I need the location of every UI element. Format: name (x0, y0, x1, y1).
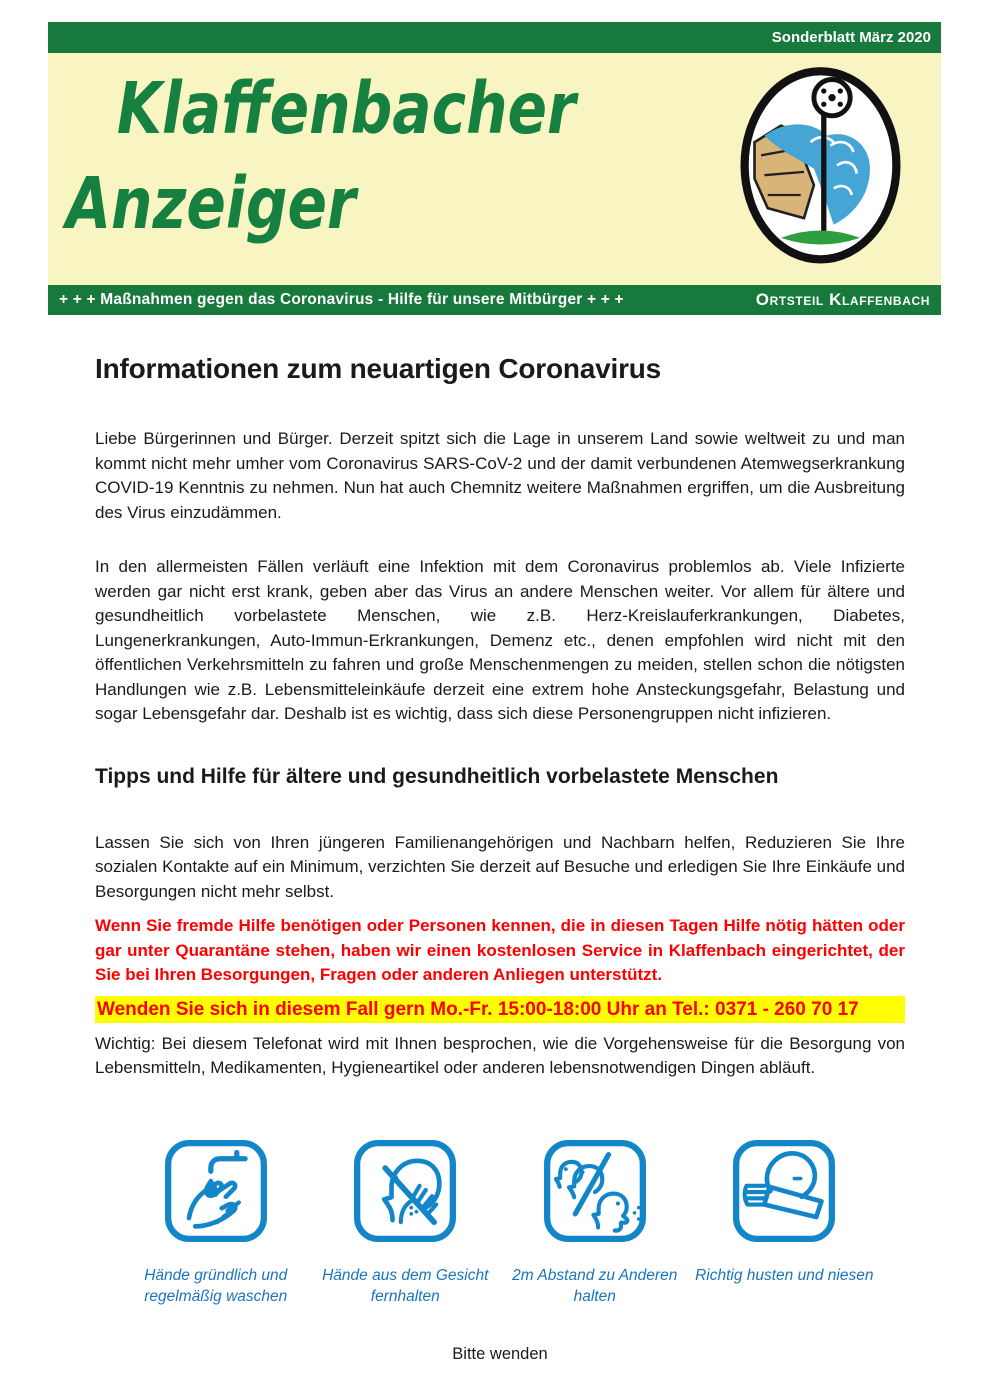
hands-off-face-icon (353, 1139, 457, 1243)
keep-distance-icon (543, 1139, 647, 1243)
ticker-text: + + + Maßnahmen gegen das Coronavirus - Hilfe für unsere Mitbürger + + + (59, 291, 624, 308)
hygiene-item-hands-off-face (311, 1139, 501, 1307)
wash-hands-caption: Hände gründlich und regelmäßig waschen (144, 1266, 288, 1305)
hygiene-item-cough-etiquette (690, 1139, 880, 1307)
turn-page-note: Bitte wenden (452, 1344, 548, 1363)
hands-off-face-caption: Hände aus dem Gesicht fernhalten (322, 1266, 489, 1305)
cough-etiquette-caption: Richtig husten und niesen (695, 1266, 874, 1284)
hygiene-icons-row (95, 1139, 905, 1307)
masthead-header (48, 53, 941, 285)
article-heading: Informationen zum neuartigen Coronavirus (95, 353, 662, 384)
issue-bar (48, 22, 941, 53)
paper-title-line2: Anzeiger (66, 162, 356, 245)
masthead (48, 22, 941, 315)
district-label: Ortsteil Klaffenbach (755, 290, 930, 309)
hotline-highlight: Wenden Sie sich in diesem Fall gern Mo.-Fr. 15:00-18:00 Uhr an Tel.: 0371 - 260 70 17 (95, 996, 905, 1023)
ticker-bar (48, 285, 941, 315)
wash-hands-icon (164, 1139, 268, 1243)
paragraph-help-service: Wenn Sie fremde Hilfe benötigen oder Personen kennen, die in diesen Tagen Hilfe nötig hätten oder gar unter Quarantäne stehen, haben wir einen kostenlosen Service in Klaffenbach eingerichtet, der Sie bei Ihren Besorgungen, Fragen oder anderen Anliegen unterstützt. (95, 916, 905, 984)
article-subheading: Tipps und Hilfe für ältere und gesundheitlich vorbelastete Menschen (95, 764, 779, 788)
issue-label: Sonderblatt März 2020 (771, 29, 931, 46)
cough-etiquette-icon (732, 1139, 836, 1243)
paragraph-intro: Liebe Bürgerinnen und Bürger. Derzeit spitzt sich die Lage in unserem Land sowie weltweit zu und man kommt nicht mehr umher vom Coronavirus SARS-CoV-2 und der damit verbundenen Atemwegserkrankung COVID-19 Kenntnis zu nehmen. Nun hat auch Chemnitz weitere Maßnahmen ergriffen, um die Ausbreitung des Virus einzudämmen. (95, 429, 905, 522)
paragraph-risk-groups: In den allermeisten Fällen verläuft eine Infektion mit dem Coronavirus problemlos ab. Viele Infizierte werden gar nicht erst krank, geben aber das Virus an andere Menschen weiter. Vor allem für ältere und gesundheitlich vorbelastete Menschen, wie z.B. Herz-Kreislauferkrankungen, Diabetes, Lungenerkrankungen, Auto-Immun-Erkrankungen, Demenz etc., denen empfohlen wird nicht mit den öffentlichen Verkehrsmitteln zu fahren und große Menschenmengen zu meiden, stellen schon die nötigsten Handlungen wie z.B. Lebensmitteleinkäufe derzeit eine extrem hohe Ansteckungsgefahr, Belastung und sogar Lebensgefahr dar. Deshalb ist es wichtig, dass sich diese Personengruppen nicht infizieren. (95, 557, 905, 723)
crest-icon (738, 63, 903, 268)
keep-distance-caption: 2m Abstand zu Anderen halten (512, 1266, 678, 1305)
paper-title (66, 61, 576, 251)
paper-title-line1: Klaffenbacher (116, 67, 576, 150)
hygiene-item-keep-distance (500, 1139, 690, 1307)
hygiene-item-wash-hands (121, 1139, 311, 1307)
article (95, 315, 905, 1364)
paragraph-phone-note: Wichtig: Bei diesem Telefonat wird mit Ihnen besprochen, wie die Vorgehensweise für die Besorgung von Lebensmitteln, Medikamenten, Hygieneartikel oder anderen lebensnotwendigen Dingen abläuft. (95, 1033, 905, 1077)
paragraph-advice: Lassen Sie sich von Ihren jüngeren Familienangehörigen und Nachbarn helfen, Reduzieren Sie Ihre sozialen Kontakte auf ein Minimum, verzichten Sie derzeit auf Besuche und erledigen Sie Ihre Einkäufe und Besorgungen nicht mehr selbst. (95, 832, 905, 901)
klaffenbach-crest-logo (738, 63, 903, 268)
